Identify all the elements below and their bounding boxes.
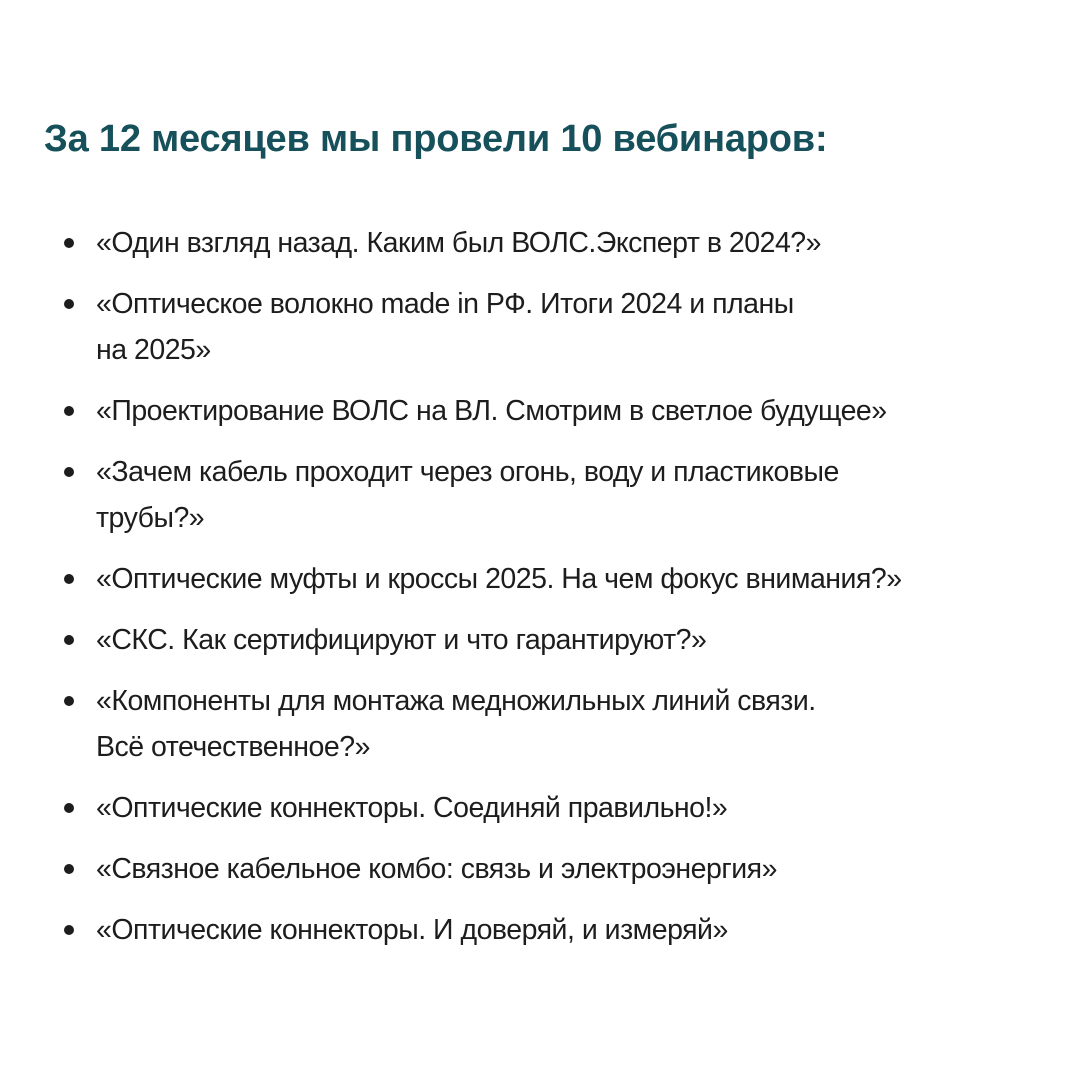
list-item-text-continued: трубы?» [96,502,205,534]
list-item [0,281,1080,373]
list-item-text: «Оптические муфты и кроссы 2025. На чем фокус внимания?» [96,563,902,595]
bullet-dot-icon [64,864,74,874]
list-item-text: «Оптические коннекторы. Соединяй правильно!» [96,792,728,824]
bullet-dot-icon [64,925,74,935]
list-item [0,846,1080,892]
bullet-dot-icon [64,803,74,813]
list-item [0,556,1080,602]
list-item [0,449,1080,541]
page-title: За 12 месяцев мы провели 10 вебинаров: [44,118,828,160]
bullet-dot-icon [64,467,74,477]
bullet-dot-icon [64,238,74,248]
bullet-dot-icon [64,574,74,584]
list-item [0,220,1080,266]
bullet-dot-icon [64,696,74,706]
bullet-dot-icon [64,406,74,416]
list-item-text: «Проектирование ВОЛС на ВЛ. Смотрим в светлое будущее» [96,395,887,427]
list-item [0,617,1080,663]
webinar-list [0,220,1080,968]
list-item-text: «Зачем кабель проходит через огонь, воду и пластиковые [96,456,839,488]
list-item-text: «Оптическое волокно made in РФ. Итоги 2024 и планы [96,288,794,320]
list-item-text-continued: Всё отечественное?» [96,731,370,763]
list-item [0,785,1080,831]
list-item-text: «Один взгляд назад. Каким был ВОЛС.Эксперт в 2024?» [96,227,822,259]
bullet-dot-icon [64,635,74,645]
list-item [0,388,1080,434]
list-item-text: «Оптические коннекторы. И доверяй, и измеряй» [96,914,728,946]
list-item-text: «Компоненты для монтажа медножильных линий связи. [96,685,816,717]
list-item [0,907,1080,953]
list-item-text: «Связное кабельное комбо: связь и электроэнергия» [96,853,777,885]
bullet-dot-icon [64,299,74,309]
list-item-text-continued: на 2025» [96,334,211,366]
list-item [0,678,1080,770]
list-item-text: «СКС. Как сертифицируют и что гарантируют?» [96,624,707,656]
